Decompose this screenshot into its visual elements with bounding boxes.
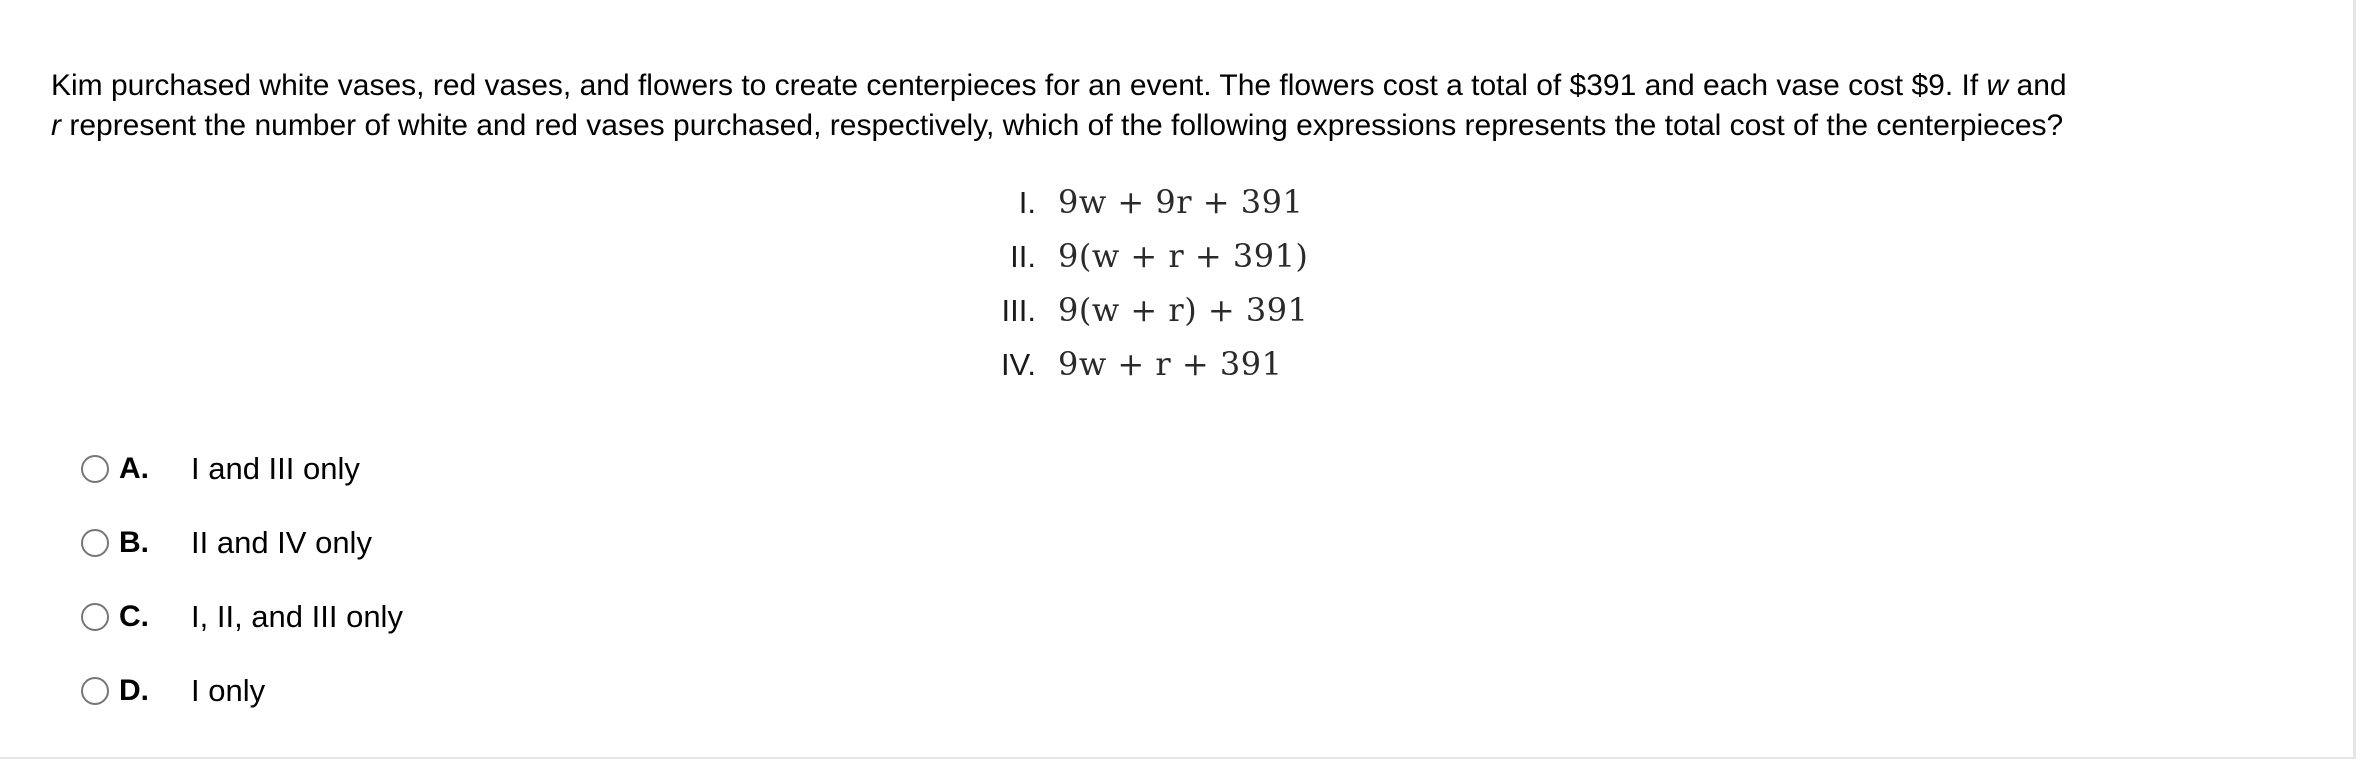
- expression-numeral: IV.: [1000, 347, 1036, 382]
- radio-button-c[interactable]: [81, 603, 109, 631]
- expression-numeral: II.: [1010, 239, 1036, 274]
- option-c[interactable]: [81, 580, 403, 654]
- option-letter: D.: [119, 674, 149, 707]
- answer-options: [81, 432, 403, 728]
- radio-button-b[interactable]: [81, 529, 109, 557]
- variable-w: w: [1986, 69, 2009, 102]
- option-b[interactable]: [81, 506, 403, 580]
- expression-math: 9w + r + 391: [1058, 345, 1283, 383]
- question-part-2: and: [2008, 69, 2067, 102]
- expression-math: 9(w + r + 391): [1058, 237, 1309, 275]
- radio-button-a[interactable]: [81, 455, 109, 483]
- expression-math: 9(w + r) + 391: [1058, 291, 1309, 329]
- option-d[interactable]: [81, 654, 403, 728]
- option-letter: B.: [119, 526, 149, 559]
- expression-item: [960, 345, 1308, 399]
- expression-item: [960, 183, 1308, 237]
- option-text: II and IV only: [191, 525, 372, 560]
- expression-item: [960, 237, 1308, 291]
- expression-numeral: I.: [1018, 185, 1036, 220]
- option-text: I, II, and III only: [191, 599, 403, 634]
- variable-r: r: [51, 109, 61, 142]
- expression-list: [960, 183, 1308, 399]
- expression-numeral: III.: [1001, 293, 1036, 328]
- question-text: [51, 66, 2291, 146]
- question-part-1: Kim purchased white vases, red vases, and flowers to create centerpieces for an event. The flowers cost a total of $391 and each vase cost $9. If: [51, 69, 1987, 102]
- option-a[interactable]: [81, 432, 403, 506]
- option-text: I only: [191, 673, 266, 708]
- option-text: I and III only: [191, 451, 360, 486]
- radio-button-d[interactable]: [81, 677, 109, 705]
- expression-math: 9w + 9r + 391: [1058, 183, 1304, 221]
- option-letter: A.: [119, 452, 149, 485]
- option-letter: C.: [119, 600, 149, 633]
- question-part-3: represent the number of white and red vases purchased, respectively, which of the following expressions represents the total cost of the centerpieces?: [61, 109, 2064, 142]
- expression-item: [960, 291, 1308, 345]
